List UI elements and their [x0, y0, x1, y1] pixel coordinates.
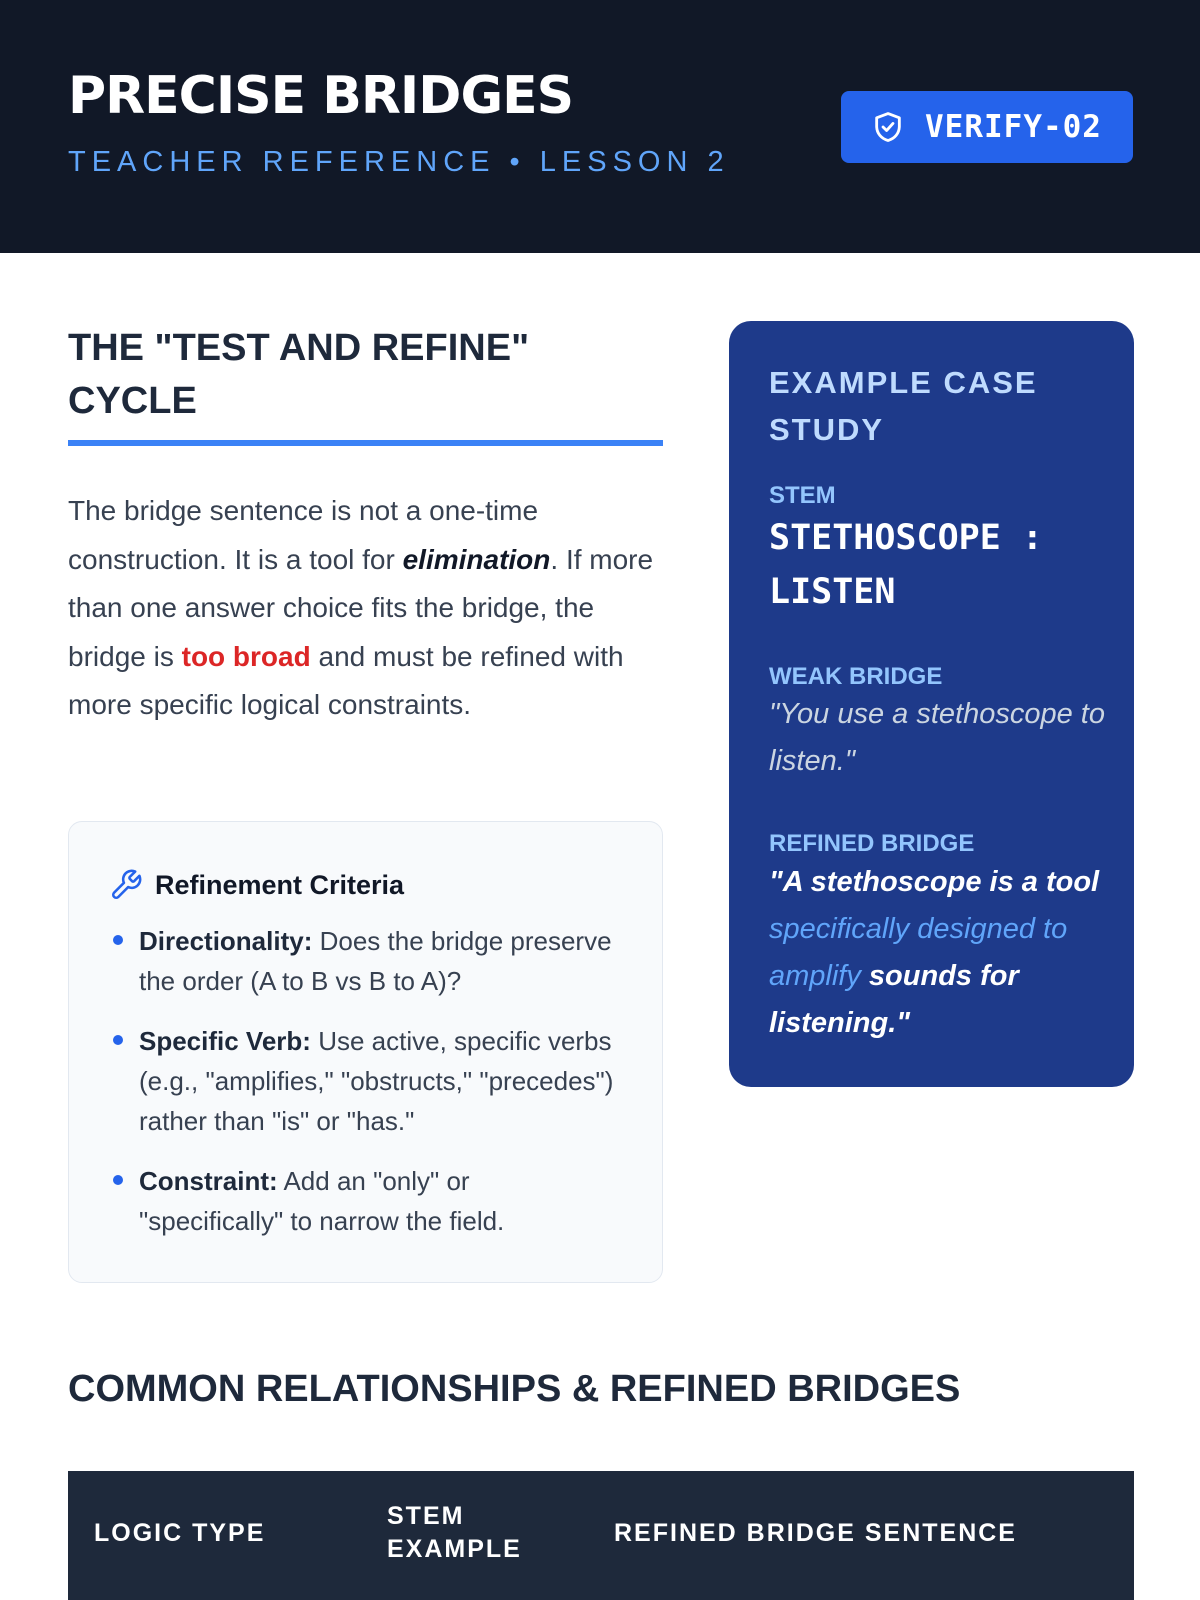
criteria-title: Refinement Criteria: [155, 869, 405, 900]
stem-label: STEM: [769, 482, 836, 509]
criteria-item-term: Specific Verb:: [139, 1026, 311, 1056]
section-title: THE "TEST AND REFINE" CYCLE: [68, 327, 530, 422]
verify-badge-label: VERIFY-02: [925, 109, 1102, 145]
intro-text-3: and must be refined with more specific logical constraints.: [68, 640, 624, 720]
intro-emphasis: elimination: [402, 543, 551, 575]
page-subtitle: TEACHER REFERENCE • LESSON 2: [68, 146, 730, 178]
criteria-item-desc: Add an "only" or "specifically" to narrow the field.: [139, 1166, 505, 1236]
criteria-item: [109, 1161, 619, 1241]
criteria-item-term: Directionality:: [139, 926, 313, 956]
weak-bridge-label: WEAK BRIDGE: [769, 663, 943, 690]
refinement-criteria-card: [68, 821, 663, 1283]
case-study-heading: EXAMPLE CASE STUDY: [769, 365, 1038, 447]
column-header-refined-bridge: REFINED BRIDGE SENTENCE: [614, 1519, 1017, 1547]
criteria-header: [109, 868, 404, 902]
refined-bridge-text: [769, 859, 1109, 1047]
criteria-item: [109, 921, 619, 1001]
verify-badge[interactable]: [841, 91, 1133, 163]
criteria-item-text: [139, 1161, 619, 1241]
bullet-dot-icon: [113, 935, 123, 945]
intro-warning: too broad: [181, 640, 311, 672]
refined-bridge-text-1: "A stethoscope is a tool: [769, 866, 1100, 898]
criteria-item: [109, 1021, 619, 1141]
section-divider: [68, 440, 663, 446]
relationships-title: COMMON RELATIONSHIPS & REFINED BRIDGES: [68, 1368, 961, 1410]
criteria-item-term: Constraint:: [139, 1166, 278, 1196]
intro-text-2: . If more than one answer choice fits the bridge, the bridge is: [68, 543, 654, 672]
bullet-dot-icon: [113, 1035, 123, 1045]
relationships-table-header: [68, 1471, 1134, 1600]
stem-value: STETHOSCOPE : LISTEN: [769, 518, 1043, 612]
weak-bridge-text: "You use a stethoscope to listen.": [769, 698, 1105, 777]
page-header: [0, 0, 1200, 253]
criteria-item-desc: Use active, specific verbs (e.g., "amplifies," "obstructs," "precedes") rather than "is" or "has.": [139, 1026, 614, 1136]
column-header-logic-type: LOGIC TYPE: [94, 1519, 266, 1547]
intro-paragraph: [68, 487, 668, 730]
criteria-item-text: [139, 1021, 619, 1141]
refined-bridge-highlight: specifically designed to amplify: [769, 913, 1068, 992]
intro-text-1: The bridge sentence is not a one-time construction. It is a tool for: [68, 495, 539, 575]
refined-bridge-label: REFINED BRIDGE: [769, 830, 975, 857]
refined-bridge-text-2: sounds for listening.": [769, 960, 1019, 1039]
wrench-icon: [109, 868, 143, 902]
column-header-stem-example: STEM EXAMPLE: [387, 1502, 522, 1563]
page-title: PRECISE BRIDGES: [68, 66, 574, 126]
criteria-item-desc: Does the bridge preserve the order (A to B vs B to A)?: [139, 926, 612, 996]
case-study-card: [729, 321, 1134, 1087]
bullet-dot-icon: [113, 1175, 123, 1185]
shield-check-icon: [871, 110, 905, 144]
criteria-item-text: [139, 921, 619, 1001]
